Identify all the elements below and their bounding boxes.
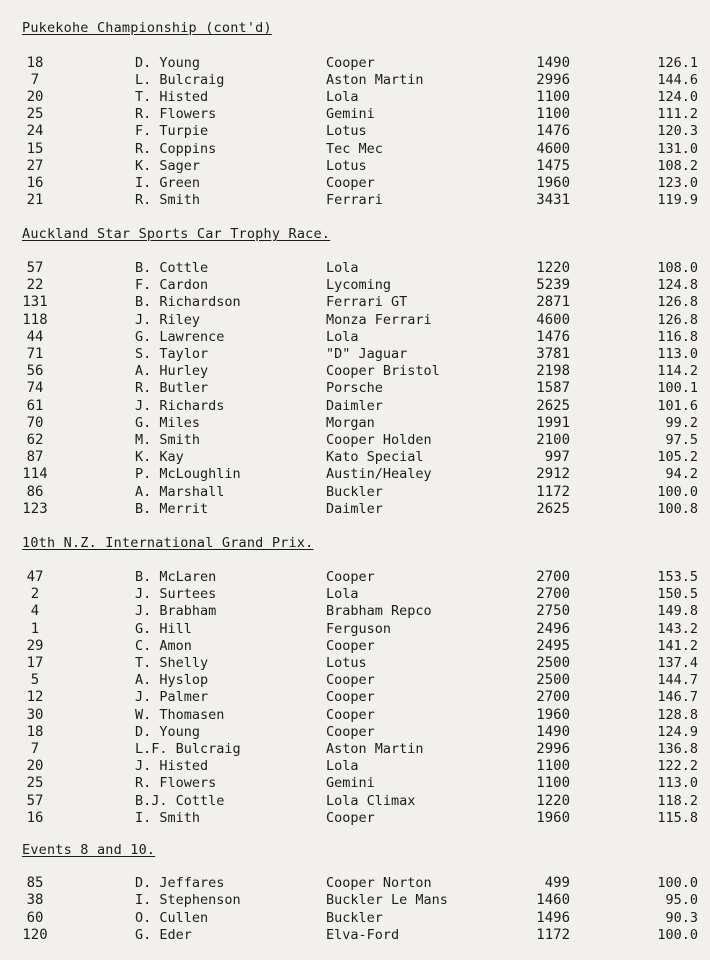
section-heading: Events 8 and 10. bbox=[22, 842, 156, 858]
driver-name: G. Eder bbox=[135, 926, 192, 943]
driver-name: B. Merrit bbox=[135, 500, 209, 517]
car-model: Monza Ferrari bbox=[326, 311, 432, 328]
driver-name: F. Turpie bbox=[135, 123, 209, 140]
car-model: Cooper Norton bbox=[326, 875, 432, 891]
driver-name: D. Young bbox=[135, 723, 201, 740]
driver-name: B. Cottle bbox=[135, 260, 209, 276]
car-number: 22 bbox=[26, 277, 44, 294]
average-speed: 105.2 bbox=[657, 449, 698, 466]
average-speed: 119.9 bbox=[657, 191, 698, 208]
engine-cc: 3431 bbox=[536, 191, 570, 208]
engine-cc: 3781 bbox=[536, 346, 570, 362]
engine-cc: 4600 bbox=[536, 140, 570, 157]
car-model: Gemini bbox=[326, 775, 375, 792]
car-model: Cooper bbox=[326, 689, 375, 706]
car-model: Buckler bbox=[326, 909, 383, 926]
engine-cc: 2700 bbox=[536, 569, 570, 585]
driver-name: P. McLoughlin bbox=[135, 466, 241, 483]
car-model: Buckler Le Mans bbox=[326, 892, 448, 909]
car-number: 25 bbox=[26, 775, 44, 792]
engine-cc: 1100 bbox=[536, 89, 570, 106]
car-model: Aston Martin bbox=[326, 741, 424, 757]
car-number: 17 bbox=[26, 655, 44, 671]
car-number: 1 bbox=[30, 620, 40, 637]
result-row bbox=[0, 638, 710, 655]
car-number: 118 bbox=[22, 311, 48, 328]
average-speed: 108.0 bbox=[657, 260, 698, 276]
car-number: 29 bbox=[26, 637, 44, 654]
average-speed: 150.5 bbox=[657, 586, 698, 603]
result-row bbox=[0, 501, 710, 518]
car-model: Morgan bbox=[326, 414, 375, 431]
driver-name: B. McLaren bbox=[135, 569, 217, 585]
average-speed: 90.3 bbox=[665, 909, 698, 926]
engine-cc: 1991 bbox=[536, 414, 570, 431]
average-speed: 124.8 bbox=[657, 277, 698, 294]
average-speed: 124.9 bbox=[657, 723, 698, 740]
average-speed: 94.2 bbox=[665, 466, 698, 483]
result-row bbox=[0, 741, 710, 758]
driver-name: K. Sager bbox=[135, 157, 201, 174]
result-row bbox=[0, 158, 710, 175]
engine-cc: 2495 bbox=[536, 637, 570, 654]
result-row bbox=[0, 466, 710, 483]
driver-name: T. Shelly bbox=[135, 655, 209, 671]
engine-cc: 1475 bbox=[536, 157, 570, 174]
average-speed: 114.2 bbox=[657, 363, 698, 380]
car-model: Cooper bbox=[326, 672, 375, 689]
result-row bbox=[0, 55, 710, 72]
result-row bbox=[0, 621, 710, 638]
result-row bbox=[0, 363, 710, 380]
result-row bbox=[0, 346, 710, 363]
driver-name: J. Riley bbox=[135, 311, 201, 328]
result-row bbox=[0, 175, 710, 192]
engine-cc: 1960 bbox=[536, 174, 570, 191]
engine-cc: 1220 bbox=[536, 260, 570, 276]
car-model: Lola bbox=[326, 260, 359, 276]
car-number: 21 bbox=[26, 191, 44, 208]
driver-name: O. Cullen bbox=[135, 909, 209, 926]
car-number: 44 bbox=[26, 328, 44, 345]
driver-name: R. Flowers bbox=[135, 775, 217, 792]
result-row bbox=[0, 672, 710, 689]
car-number: 86 bbox=[26, 483, 44, 500]
driver-name: A. Marshall bbox=[135, 483, 225, 500]
car-number: 15 bbox=[26, 140, 44, 157]
engine-cc: 2496 bbox=[536, 620, 570, 637]
average-speed: 123.0 bbox=[657, 174, 698, 191]
result-row bbox=[0, 793, 710, 810]
engine-cc: 5239 bbox=[536, 277, 570, 294]
average-speed: 100.8 bbox=[657, 500, 698, 517]
car-number: 2 bbox=[30, 586, 40, 603]
section-heading: 10th N.Z. International Grand Prix. bbox=[22, 535, 314, 551]
result-row bbox=[0, 329, 710, 346]
car-number: 71 bbox=[26, 346, 44, 362]
car-model: Lola bbox=[326, 89, 359, 106]
engine-cc: 1490 bbox=[536, 55, 570, 71]
average-speed: 99.2 bbox=[665, 414, 698, 431]
result-row bbox=[0, 586, 710, 603]
engine-cc: 2700 bbox=[536, 586, 570, 603]
result-row bbox=[0, 892, 710, 909]
average-speed: 136.8 bbox=[657, 741, 698, 757]
engine-cc: 1100 bbox=[536, 758, 570, 775]
car-number: 4 bbox=[30, 603, 40, 620]
driver-name: A. Hurley bbox=[135, 363, 209, 380]
car-number: 20 bbox=[26, 89, 44, 106]
driver-name: J. Richards bbox=[135, 397, 225, 414]
car-model: Lola bbox=[326, 758, 359, 775]
average-speed: 95.0 bbox=[665, 892, 698, 909]
driver-name: D. Jeffares bbox=[135, 875, 225, 891]
car-model: Porsche bbox=[326, 380, 383, 397]
engine-cc: 1220 bbox=[536, 792, 570, 809]
engine-cc: 2996 bbox=[536, 741, 570, 757]
car-number: 30 bbox=[26, 706, 44, 723]
driver-name: L.F. Bulcraig bbox=[135, 741, 241, 757]
engine-cc: 997 bbox=[544, 449, 570, 466]
average-speed: 141.2 bbox=[657, 637, 698, 654]
car-model: Elva-Ford bbox=[326, 926, 400, 943]
driver-name: B.J. Cottle bbox=[135, 792, 225, 809]
average-speed: 100.0 bbox=[657, 875, 698, 891]
car-model: Cooper Bristol bbox=[326, 363, 440, 380]
car-number: 70 bbox=[26, 414, 44, 431]
average-speed: 100.0 bbox=[657, 926, 698, 943]
result-row bbox=[0, 312, 710, 329]
result-row bbox=[0, 775, 710, 792]
result-row bbox=[0, 398, 710, 415]
car-number: 5 bbox=[30, 672, 40, 689]
result-row bbox=[0, 380, 710, 397]
driver-name: I. Green bbox=[135, 174, 201, 191]
driver-name: S. Taylor bbox=[135, 346, 209, 362]
car-model: Aston Martin bbox=[326, 72, 424, 89]
driver-name: T. Histed bbox=[135, 89, 209, 106]
result-row bbox=[0, 123, 710, 140]
driver-name: J. Surtees bbox=[135, 586, 217, 603]
car-number: 56 bbox=[26, 363, 44, 380]
section-heading: Auckland Star Sports Car Trophy Race. bbox=[22, 226, 331, 242]
average-speed: 128.8 bbox=[657, 706, 698, 723]
engine-cc: 1476 bbox=[536, 328, 570, 345]
average-speed: 144.6 bbox=[657, 72, 698, 89]
car-number: 18 bbox=[26, 55, 44, 71]
car-model: Lola Climax bbox=[326, 792, 416, 809]
average-speed: 115.8 bbox=[657, 809, 698, 826]
driver-name: K. Kay bbox=[135, 449, 184, 466]
result-row bbox=[0, 569, 710, 586]
engine-cc: 1960 bbox=[536, 809, 570, 826]
result-row bbox=[0, 875, 710, 892]
driver-name: J. Histed bbox=[135, 758, 209, 775]
car-number: 131 bbox=[22, 294, 48, 311]
car-model: Lotus bbox=[326, 123, 367, 140]
car-number: 85 bbox=[26, 875, 44, 891]
car-number: 120 bbox=[22, 926, 48, 943]
car-number: 38 bbox=[26, 892, 44, 909]
car-number: 25 bbox=[26, 106, 44, 123]
car-model: Cooper bbox=[326, 637, 375, 654]
result-row bbox=[0, 927, 710, 944]
average-speed: 122.2 bbox=[657, 758, 698, 775]
average-speed: 113.0 bbox=[657, 775, 698, 792]
car-model: Gemini bbox=[326, 106, 375, 123]
average-speed: 143.2 bbox=[657, 620, 698, 637]
average-speed: 120.3 bbox=[657, 123, 698, 140]
driver-name: G. Hill bbox=[135, 620, 192, 637]
average-speed: 116.8 bbox=[657, 328, 698, 345]
car-number: 27 bbox=[26, 157, 44, 174]
car-model: Ferguson bbox=[326, 620, 392, 637]
car-model: Daimler bbox=[326, 500, 383, 517]
result-row bbox=[0, 294, 710, 311]
driver-name: R. Flowers bbox=[135, 106, 217, 123]
driver-name: J. Palmer bbox=[135, 689, 209, 706]
car-number: 114 bbox=[22, 466, 48, 483]
engine-cc: 1460 bbox=[536, 892, 570, 909]
average-speed: 126.1 bbox=[657, 55, 698, 71]
car-number: 62 bbox=[26, 432, 44, 448]
average-speed: 97.5 bbox=[665, 432, 698, 448]
car-model: Tec Mec bbox=[326, 140, 383, 157]
driver-name: R. Butler bbox=[135, 380, 209, 397]
result-row bbox=[0, 89, 710, 106]
average-speed: 144.7 bbox=[657, 672, 698, 689]
average-speed: 149.8 bbox=[657, 603, 698, 620]
average-speed: 146.7 bbox=[657, 689, 698, 706]
engine-cc: 1476 bbox=[536, 123, 570, 140]
car-number: 61 bbox=[26, 397, 44, 414]
average-speed: 118.2 bbox=[657, 792, 698, 809]
engine-cc: 1172 bbox=[536, 483, 570, 500]
driver-name: I. Stephenson bbox=[135, 892, 241, 909]
engine-cc: 1100 bbox=[536, 106, 570, 123]
driver-name: F. Cardon bbox=[135, 277, 209, 294]
car-number: 87 bbox=[26, 449, 44, 466]
car-model: Cooper bbox=[326, 174, 375, 191]
engine-cc: 1960 bbox=[536, 706, 570, 723]
car-model: Kato Special bbox=[326, 449, 424, 466]
engine-cc: 2625 bbox=[536, 397, 570, 414]
car-model: Lotus bbox=[326, 655, 367, 671]
driver-name: R. Coppins bbox=[135, 140, 217, 157]
driver-name: J. Brabham bbox=[135, 603, 217, 620]
car-model: Lotus bbox=[326, 157, 367, 174]
engine-cc: 2912 bbox=[536, 466, 570, 483]
driver-name: D. Young bbox=[135, 55, 201, 71]
driver-name: I. Smith bbox=[135, 809, 201, 826]
car-model: Cooper bbox=[326, 55, 375, 71]
engine-cc: 1587 bbox=[536, 380, 570, 397]
car-model: Lola bbox=[326, 586, 359, 603]
engine-cc: 1172 bbox=[536, 926, 570, 943]
car-model: Cooper bbox=[326, 706, 375, 723]
engine-cc: 1100 bbox=[536, 775, 570, 792]
car-number: 24 bbox=[26, 123, 44, 140]
car-model: Ferrari GT bbox=[326, 294, 408, 311]
engine-cc: 2198 bbox=[536, 363, 570, 380]
result-row bbox=[0, 484, 710, 501]
engine-cc: 4600 bbox=[536, 311, 570, 328]
car-model: Ferrari bbox=[326, 191, 383, 208]
result-row bbox=[0, 141, 710, 158]
result-row bbox=[0, 260, 710, 277]
average-speed: 100.1 bbox=[657, 380, 698, 397]
average-speed: 124.0 bbox=[657, 89, 698, 106]
result-row bbox=[0, 707, 710, 724]
result-row bbox=[0, 810, 710, 827]
engine-cc: 2500 bbox=[536, 655, 570, 671]
result-row bbox=[0, 758, 710, 775]
driver-name: B. Richardson bbox=[135, 294, 241, 311]
average-speed: 101.6 bbox=[657, 397, 698, 414]
result-row bbox=[0, 724, 710, 741]
average-speed: 137.4 bbox=[657, 655, 698, 671]
average-speed: 126.8 bbox=[657, 311, 698, 328]
result-row bbox=[0, 655, 710, 672]
driver-name: G. Miles bbox=[135, 414, 201, 431]
average-speed: 111.2 bbox=[657, 106, 698, 123]
engine-cc: 2996 bbox=[536, 72, 570, 89]
car-model: Lola bbox=[326, 328, 359, 345]
car-number: 60 bbox=[26, 909, 44, 926]
result-row bbox=[0, 603, 710, 620]
result-row bbox=[0, 192, 710, 209]
engine-cc: 2100 bbox=[536, 432, 570, 448]
result-row bbox=[0, 449, 710, 466]
car-number: 123 bbox=[22, 500, 48, 517]
car-number: 20 bbox=[26, 758, 44, 775]
car-number: 74 bbox=[26, 380, 44, 397]
driver-name: C. Amon bbox=[135, 637, 192, 654]
driver-name: W. Thomasen bbox=[135, 706, 225, 723]
car-number: 57 bbox=[26, 260, 44, 276]
result-row bbox=[0, 432, 710, 449]
car-number: 18 bbox=[26, 723, 44, 740]
car-number: 47 bbox=[26, 569, 44, 585]
car-model: "D" Jaguar bbox=[326, 346, 408, 362]
car-number: 7 bbox=[30, 741, 40, 757]
driver-name: R. Smith bbox=[135, 191, 201, 208]
average-speed: 126.8 bbox=[657, 294, 698, 311]
car-model: Cooper bbox=[326, 723, 375, 740]
driver-name: L. Bulcraig bbox=[135, 72, 225, 89]
result-row bbox=[0, 415, 710, 432]
engine-cc: 499 bbox=[544, 875, 570, 891]
section-heading: Pukekohe Championship (cont'd) bbox=[22, 20, 272, 36]
car-model: Lycoming bbox=[326, 277, 392, 294]
car-model: Cooper Holden bbox=[326, 432, 432, 448]
result-row bbox=[0, 72, 710, 89]
engine-cc: 2750 bbox=[536, 603, 570, 620]
car-model: Buckler bbox=[326, 483, 383, 500]
engine-cc: 2871 bbox=[536, 294, 570, 311]
result-row bbox=[0, 910, 710, 927]
average-speed: 131.0 bbox=[657, 140, 698, 157]
engine-cc: 1490 bbox=[536, 723, 570, 740]
car-model: Brabham Repco bbox=[326, 603, 432, 620]
car-model: Austin/Healey bbox=[326, 466, 432, 483]
car-number: 7 bbox=[30, 72, 40, 89]
car-number: 57 bbox=[26, 792, 44, 809]
car-number: 12 bbox=[26, 689, 44, 706]
car-number: 16 bbox=[26, 809, 44, 826]
driver-name: A. Hyslop bbox=[135, 672, 209, 689]
driver-name: M. Smith bbox=[135, 432, 201, 448]
driver-name: G. Lawrence bbox=[135, 328, 225, 345]
car-model: Cooper bbox=[326, 809, 375, 826]
engine-cc: 1496 bbox=[536, 909, 570, 926]
engine-cc: 2625 bbox=[536, 500, 570, 517]
result-row bbox=[0, 106, 710, 123]
car-model: Cooper bbox=[326, 569, 375, 585]
average-speed: 113.0 bbox=[657, 346, 698, 362]
result-row bbox=[0, 689, 710, 706]
engine-cc: 2500 bbox=[536, 672, 570, 689]
average-speed: 108.2 bbox=[657, 157, 698, 174]
car-number: 16 bbox=[26, 174, 44, 191]
average-speed: 153.5 bbox=[657, 569, 698, 585]
engine-cc: 2700 bbox=[536, 689, 570, 706]
car-model: Daimler bbox=[326, 397, 383, 414]
result-row bbox=[0, 277, 710, 294]
average-speed: 100.0 bbox=[657, 483, 698, 500]
